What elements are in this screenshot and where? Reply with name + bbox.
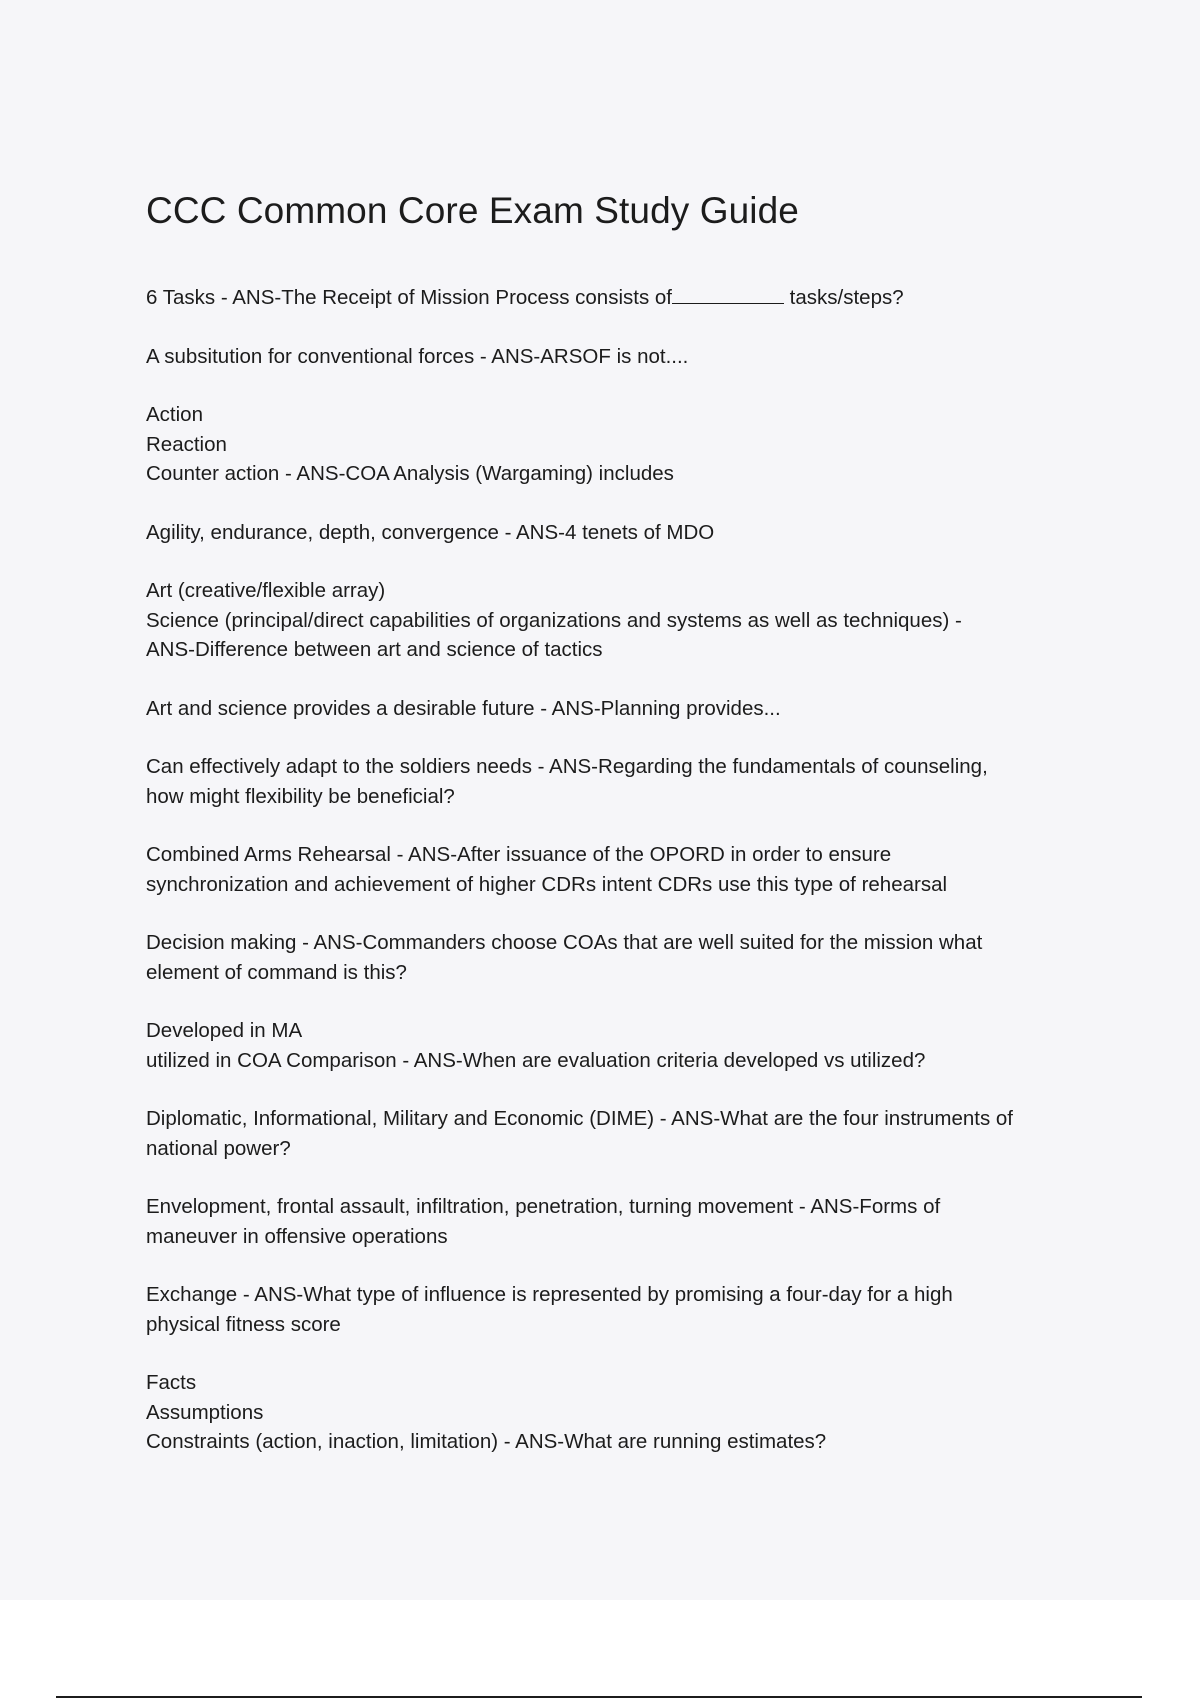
entry-line: Reaction — [146, 432, 227, 456]
document-content — [146, 185, 1091, 1486]
qa-entry — [146, 928, 1091, 987]
qa-entry — [146, 1104, 1091, 1163]
entry-line: Assumptions — [146, 1400, 264, 1424]
entry-line: Exchange - ANS-What type of influence is represented by promising a four-day for a high — [146, 1283, 953, 1306]
entry-line: Constraints (action, inaction, limitation) - ANS-What are running estimates? — [146, 1430, 827, 1453]
qa-entry — [146, 1368, 1091, 1457]
entry-line: Developed in MA — [146, 1019, 303, 1042]
qa-entry — [146, 1192, 1091, 1251]
entry-text: Art and science provides a desirable future - ANS-Planning provides... — [146, 696, 781, 720]
entry-line: utilized in COA Comparison - ANS-When are evaluation criteria developed vs utilized? — [146, 1048, 926, 1072]
qa-entry — [146, 840, 1091, 899]
qa-entry — [146, 283, 1091, 313]
entry-line: national power? — [146, 1136, 291, 1160]
entry-line: Diplomatic, Informational, Military and Economic (DIME) - ANS-What are the four instruments of — [146, 1107, 1013, 1130]
entry-text: tasks/steps? — [783, 286, 904, 309]
qa-entry — [146, 1016, 1091, 1075]
qa-entry — [146, 576, 1091, 665]
entry-line: Decision making - ANS-Commanders choose COAs that are well suited for the mission what — [146, 931, 983, 954]
qa-entry — [146, 400, 1091, 489]
fill-in-blank — [672, 285, 784, 304]
entry-line: Counter action - ANS-COA Analysis (Wargaming) includes — [146, 462, 674, 485]
entry-line: Action — [146, 403, 203, 426]
entry-text: 6 Tasks - ANS-The Receipt of Mission Process consists of — [146, 286, 672, 309]
entry-line: Art (creative/flexible array) — [146, 579, 386, 602]
entry-line: element of command is this? — [146, 960, 407, 984]
entry-text: Agility, endurance, depth, convergence - ANS-4 tenets of MDO — [146, 520, 715, 544]
entry-line: Envelopment, frontal assault, infiltration, penetration, turning movement - ANS-Forms of — [146, 1195, 941, 1218]
entry-line: Can effectively adapt to the soldiers needs - ANS-Regarding the fundamentals of counseling, — [146, 755, 988, 778]
qa-entry — [146, 342, 1091, 372]
document-title: CCC Common Core Exam Study Guide — [146, 190, 799, 231]
entry-line: ANS-Difference between art and science of tactics — [146, 638, 603, 661]
qa-entry — [146, 518, 1091, 548]
entry-line: physical fitness score — [146, 1312, 341, 1336]
entry-line: Science (principal/direct capabilities of organizations and systems as well as techniques) - — [146, 608, 962, 632]
entry-text: A subsitution for conventional forces - ANS-ARSOF is not.... — [146, 344, 689, 368]
entry-line: how might flexibility be beneficial? — [146, 784, 455, 808]
qa-entry — [146, 694, 1091, 724]
entry-line: Combined Arms Rehearsal - ANS-After issuance of the OPORD in order to ensure — [146, 843, 892, 866]
qa-list — [146, 283, 1091, 1457]
qa-entry — [146, 752, 1091, 811]
entry-line: maneuver in offensive operations — [146, 1224, 448, 1248]
qa-entry — [146, 1280, 1091, 1339]
footer-divider — [56, 1696, 1142, 1698]
entry-line: Facts — [146, 1371, 197, 1394]
entry-line: synchronization and achievement of higher CDRs intent CDRs use this type of rehearsal — [146, 872, 948, 896]
